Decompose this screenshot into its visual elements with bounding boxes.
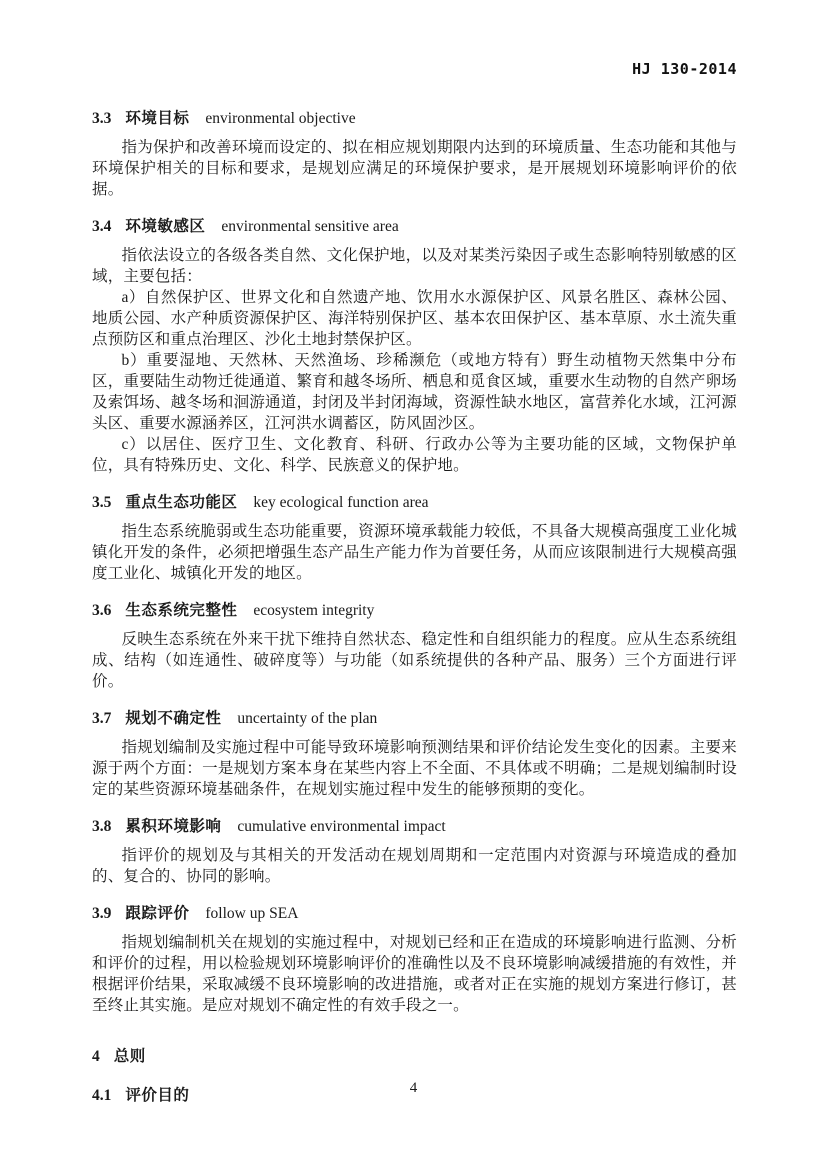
section-number: 3.7 [92, 710, 112, 727]
section-3-3 [92, 108, 737, 200]
section-number: 4.1 [92, 1087, 112, 1104]
section-3-5 [92, 492, 737, 584]
section-title-en: cumulative environmental impact [237, 818, 446, 835]
section-heading [92, 108, 737, 129]
section-title-en: follow up SEA [205, 905, 299, 922]
section-title-zh: 重点生态功能区 [125, 494, 238, 511]
section-3-9 [92, 903, 737, 1016]
section-list-item-c: c）以居住、医疗卫生、文化教育、科研、行政办公等为主要功能的区域，文物保护单位，具有特殊历史、文化、科学、民族意义的保护地。 [92, 436, 737, 474]
section-3-8 [92, 816, 737, 887]
section-list-item-a: a）自然保护区、世界文化和自然遗产地、饮用水水源保护区、风景名胜区、森林公园、地质公园、水产种质资源保护区、海洋特别保护区、基本农田保护区、基本草原、水土流失重点预防区和重点治理区、沙化土地封禁保护区。 [92, 289, 737, 348]
section-paragraph: 指评价的规划及与其相关的开发活动在规划周期和一定范围内对资源与环境造成的叠加的、复合的、协同的影响。 [92, 847, 737, 885]
section-title-en: ecosystem integrity [253, 602, 375, 619]
section-number: 3.5 [92, 494, 112, 511]
section-title-zh: 环境敏感区 [125, 218, 206, 235]
section-title-en: uncertainty of the plan [237, 710, 378, 727]
standard-number: HJ 130-2014 [632, 60, 737, 78]
section-title-zh: 评价目的 [125, 1087, 190, 1104]
section-title-en: key ecological function area [253, 494, 429, 511]
page-number: 4 [409, 1080, 418, 1096]
section-heading [92, 1046, 737, 1067]
section-title-zh: 规划不确定性 [125, 710, 222, 727]
section-number: 3.6 [92, 602, 112, 619]
section-title-zh: 总则 [113, 1048, 146, 1065]
section-3-6 [92, 600, 737, 692]
page-content [92, 0, 737, 1114]
section-heading [92, 708, 737, 729]
section-heading [92, 600, 737, 621]
section-title-en: environmental sensitive area [221, 218, 399, 235]
section-number: 3.3 [92, 110, 112, 127]
section-paragraph: 指规划编制机关在规划的实施过程中，对规划已经和正在造成的环境影响进行监测、分析和评价的过程，用以检验规划环境影响评价的准确性以及不良环境影响减缓措施的有效性，并根据评价结果，采取减缓不良环境影响的改进措施，或者对正在实施的规划方案进行修订，甚至终止其实施。是应对规划不确定性的有效手段之一。 [92, 934, 737, 1014]
document-header [92, 60, 737, 78]
section-3-7 [92, 708, 737, 800]
section-number: 3.4 [92, 218, 112, 235]
section-paragraph: 指依法设立的各级各类自然、文化保护地，以及对某类污染因子或生态影响特别敏感的区域，主要包括： [92, 247, 737, 285]
section-number: 3.9 [92, 905, 112, 922]
section-number: 4 [92, 1048, 100, 1065]
section-paragraph: 反映生态系统在外来干扰下维持自然状态、稳定性和自组织能力的程度。应从生态系统组成、结构（如连通性、破碎度等）与功能（如系统提供的各种产品、服务）三个方面进行评价。 [92, 631, 737, 690]
section-heading [92, 216, 737, 237]
section-title-en: environmental objective [205, 110, 356, 127]
section-number: 3.8 [92, 818, 112, 835]
section-paragraph: 指为保护和改善环境而设定的、拟在相应规划期限内达到的环境质量、生态功能和其他与环境保护相关的目标和要求，是规划应满足的环境保护要求，是开展规划环境影响评价的依据。 [92, 139, 737, 198]
section-title-zh: 跟踪评价 [125, 905, 190, 922]
section-title-zh: 累积环境影响 [125, 818, 222, 835]
section-heading [92, 903, 737, 924]
section-paragraph: 指生态系统脆弱或生态功能重要，资源环境承载能力较低，不具备大规模高强度工业化城镇化开发的条件，必须把增强生态产品生产能力作为首要任务，从而应该限制进行大规模高强度工业化、城镇化开发的地区。 [92, 523, 737, 582]
section-title-zh: 环境目标 [125, 110, 190, 127]
section-heading [92, 816, 737, 837]
section-heading [92, 492, 737, 513]
section-title-zh: 生态系统完整性 [125, 602, 238, 619]
section-3-4 [92, 216, 737, 476]
section-4 [92, 1046, 737, 1067]
section-list-item-b: b）重要湿地、天然林、天然渔场、珍稀濒危（或地方特有）野生动植物天然集中分布区，重要陆生动物迁徙通道、繁育和越冬场所、栖息和觅食区域，重要水生动物的自然产卵场及索饵场、越冬场和洄游通道，封闭及半封闭海域，资源性缺水地区，富营养化水域，江河源头区、重要水源涵养区，江河洪水调蓄区，防风固沙区。 [92, 352, 737, 432]
section-paragraph: 指规划编制及实施过程中可能导致环境影响预测结果和评价结论发生变化的因素。主要来源于两个方面：一是规划方案本身在某些内容上不全面、不具体或不明确；二是规划编制时设定的某些资源环境基础条件，在规划实施过程中发生的能够预期的变化。 [92, 739, 737, 798]
